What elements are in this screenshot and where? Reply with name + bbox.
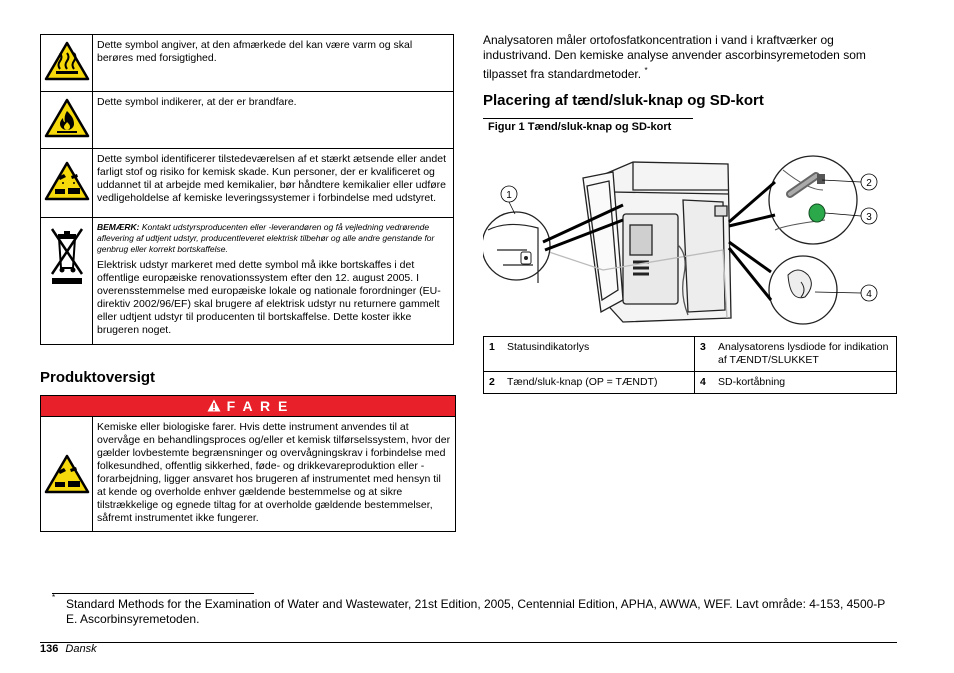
danger-text: Kemiske eller biologiske farer. Hvis dette instrument anvendes til at overvåge en behandlingsproces og/eller et kemisk tilførselssystem, hvor der gælder lovbestemte begrænsninger og overvågningskrav i forbindelse med folkesundhed, offentlig sikkerhed, føde- og drikkevareproduktion eller -forarbejdning, ligger ansvaret hos brugeren af instrumentet med hensyn til at kende og overholde enhver gældende bestemmelse og at sikre tilstrækkelige og egnede tiltag for at overholde gældende bestemmelser, såfremt instrumentet ikke fungerer. — [97, 421, 451, 524]
chemical-hazard-icon — [41, 417, 93, 531]
symbol-row — [41, 218, 454, 345]
legend-label: SD-kortåbning — [713, 372, 897, 394]
legend-number: 4 — [695, 372, 714, 394]
legend-row — [484, 337, 897, 372]
note-text — [97, 222, 449, 255]
callout-4-label: 4 — [866, 289, 872, 300]
legend-row — [484, 372, 897, 394]
weee-bin-icon — [41, 218, 93, 345]
figure-caption-rule — [483, 118, 693, 119]
legend-number: 2 — [484, 372, 503, 394]
danger-label: F A R E — [226, 398, 290, 414]
figure-caption: Figur 1 Tænd/sluk-knap og SD-kort — [488, 121, 672, 133]
page-footer — [40, 643, 97, 655]
legend-number: 3 — [695, 337, 714, 372]
danger-header — [41, 396, 455, 417]
legend-number: 1 — [484, 337, 503, 372]
symbol-text: Dette symbol angiver, at den afmærkede del kan være varm og skal berøres med forsigtighed. — [93, 35, 454, 92]
symbol-text: Elektrisk udstyr markeret med dette symbol må ikke bortskaffes i det offentlige europæiske renovationssystem efter den 12. august 2005. I overensstemmelse med europæiske lokale og nationale forordninger (EU-direktiv 2002/96/EF) skal brugere af elektrisk udstyr nu returnere gammelt eller udtjent udstyr til producenten til bortskaffelse. Dette koster ikke brugeren noget. — [97, 259, 441, 336]
weee-cell — [93, 218, 454, 345]
fire-icon — [41, 92, 93, 149]
legend-label: Statusindikatorlys — [502, 337, 695, 372]
analyzer-figure — [483, 150, 897, 328]
symbol-row — [41, 35, 454, 92]
symbol-text: Dette symbol identificerer tilstedeværelsen af et stærkt ætsende eller andet farligt stof og risiko for kemisk skade. Kun personer, der er kvalificeret og uddannet til at arbejde med kemikalier, bør håndtere kemikalier eller udføre vedligeholdelse af kemiske leveringssystemer i forbindelse med udstyret. — [93, 149, 454, 218]
footer-language: Dansk — [65, 643, 97, 655]
section-heading-placement: Placering af tænd/sluk-knap og SD-kort — [483, 92, 764, 109]
danger-box — [40, 395, 456, 532]
symbol-row — [41, 149, 454, 218]
note-body: Kontakt udstyrsproducenten eller -leverandøren og få vejledning vedrørende aflevering af udtjent udstyr, producentleveret elektrisk tilbehør og alle andre genstande for genbrug eller korrekt bortskaffelse. — [97, 222, 435, 254]
footnote-marker-label: * — [52, 593, 56, 602]
callout-1-label: 1 — [506, 190, 512, 201]
section-heading-overview: Produktoversigt — [40, 369, 156, 386]
note-label: BEMÆRK: — [97, 222, 140, 232]
callout-3-label: 3 — [866, 212, 872, 223]
warning-triangle-icon — [207, 398, 221, 414]
hot-surface-icon — [41, 35, 93, 92]
legend-label: Analysatorens lysdiode for indikation af TÆNDT/SLUKKET — [713, 337, 897, 372]
footnote-marker[interactable]: * — [644, 66, 648, 75]
footer-rule — [40, 642, 897, 643]
intro-paragraph — [483, 33, 897, 82]
intro-text: Analysatoren måler ortofosfatkoncentration i vand i kraftværker og industrivand. Den kemiske analyse anvender ascorbinsyremetoden som tilpasset fra standardmetoder. — [483, 33, 866, 81]
callout-2-label: 2 — [866, 178, 872, 189]
footnote-text: Standard Methods for the Examination of Water and Wastewater, 21st Edition, 2005, Centennial Edition, APHA, AWWA, WEF. Lavt område: 4-153, 4500-P E. Ascorbinsyremetoden. — [66, 597, 886, 626]
page-number: 136 — [40, 643, 59, 655]
symbol-text: Dette symbol indikerer, at der er brandfare. — [93, 92, 454, 149]
footnote-separator — [52, 593, 254, 594]
symbol-row — [41, 92, 454, 149]
safety-symbols-table — [40, 34, 454, 345]
legend-label: Tænd/sluk-knap (OP = TÆNDT) — [502, 372, 695, 394]
figure-legend-table — [483, 336, 897, 394]
corrosive-icon — [41, 149, 93, 218]
